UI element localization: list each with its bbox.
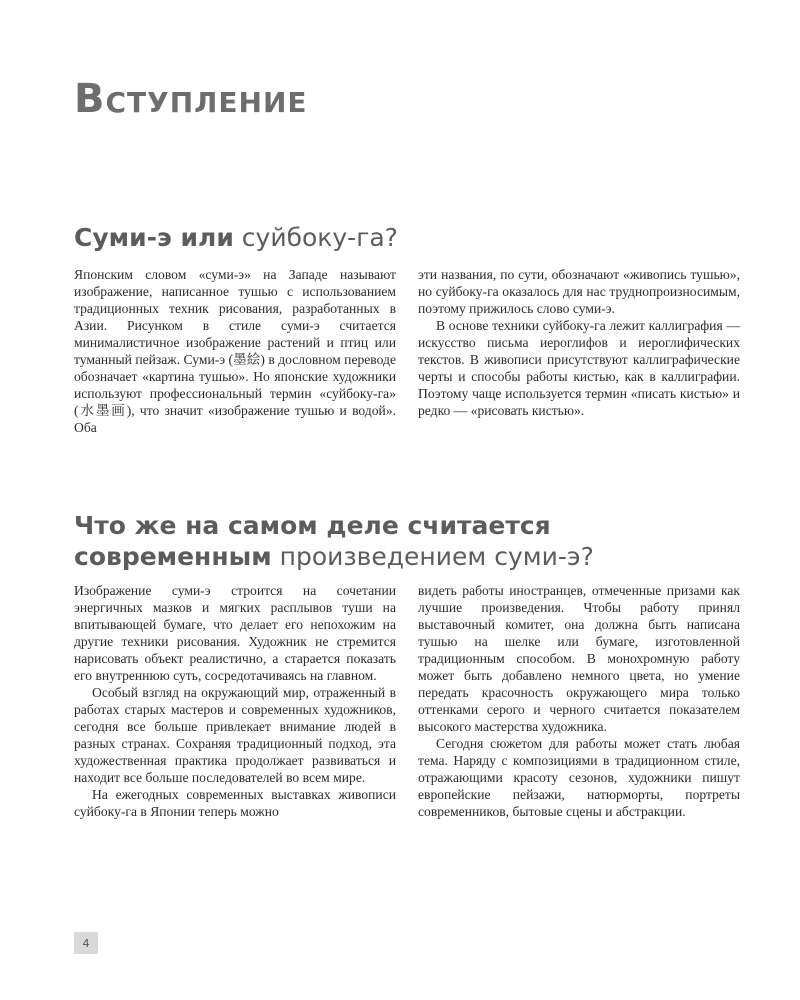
heading-rest-part: произведением суми-э? xyxy=(271,542,594,571)
paragraph: эти названия, по сути, обозначают «живопись тушью», но суйбоку-га оказалось для нас труднопроизносимым, поэтому прижилось слово суми-э. xyxy=(418,267,740,316)
heading-bold-part: современным xyxy=(74,542,272,571)
paragraph: На ежегодных современных выставках живописи суйбоку-га в Японии теперь можно xyxy=(74,787,396,819)
paragraph: Изображение суми-э строится на сочетании энергичных мазков и мягких расплывов туши на впитывающей бумаге, что делает его непохожим на другие техники рисования. Художник не стремится нарисовать объект реалистично, а старается показать его внутреннюю суть, сосредотачиваясь на главном. xyxy=(74,583,396,683)
section-heading-modern xyxy=(74,510,594,572)
paragraph: В основе техники суйбоку-га лежит каллиграфия — искусство письма иероглифов и иероглифических текстов. В живописи присутствуют каллиграфические черты и способы работы кистью, как в каллиграфии. Поэтому чаще используется термин «писать кистью» и редко — «рисовать кистью». xyxy=(418,318,740,418)
section-heading-sumie xyxy=(74,222,398,253)
section1-column-left xyxy=(74,266,396,436)
paragraph: Особый взгляд на окружающий мир, отраженный в работах старых мастеров и современных художников, сегодня все больше привлекает внимание людей в разных странах. Сохраняя традиционный подход, эта художественная практика продолжает развиваться и находит все больше последователей во всем мире. xyxy=(74,685,396,785)
paragraph: Японским словом «суми-э» на Западе называют изображение, написанное тушью с использованием традиционных техник рисования, разработанных в Азии. Рисунком в стиле суми-э считается минималистичное изображение растений и птиц или туманный пейзаж. Суми-э (墨絵) в дословном переводе обозначает «картина тушью». Но японские художники используют профессиональный термин «суйбоку-га» (水墨画), что значит «изображение тушью и водой». Оба xyxy=(74,267,396,435)
heading-bold-part: Что же на самом деле считается xyxy=(74,511,551,540)
paragraph: видеть работы иностранцев, отмеченные призами как лучшие произведения. Чтобы работу принял выставочный комитет, она должна быть написана тушью на шелке или бумаге, изготовленной традиционным способом. В монохромную работу может быть добавлено немного цвета, но умение передать красочность окружающего мира только оттенками серого и черного считается показателем высокого мастерства художника. xyxy=(418,583,740,734)
section1-column-right xyxy=(418,266,740,419)
page-number: 4 xyxy=(74,932,98,954)
page-title: Вступление xyxy=(74,76,308,122)
heading-bold-part: Суми-э или xyxy=(74,223,234,252)
paragraph: Сегодня сюжетом для работы может стать любая тема. Наряду с композициями в традиционном стиле, отражающими красоту сезонов, художники пишут европейские пейзажи, натюрморты, портреты современников, бытовые сцены и абстракции. xyxy=(418,736,740,819)
heading-rest-part: суйбоку-га? xyxy=(233,223,398,252)
section2-column-left xyxy=(74,582,396,820)
section2-column-right xyxy=(418,582,740,820)
